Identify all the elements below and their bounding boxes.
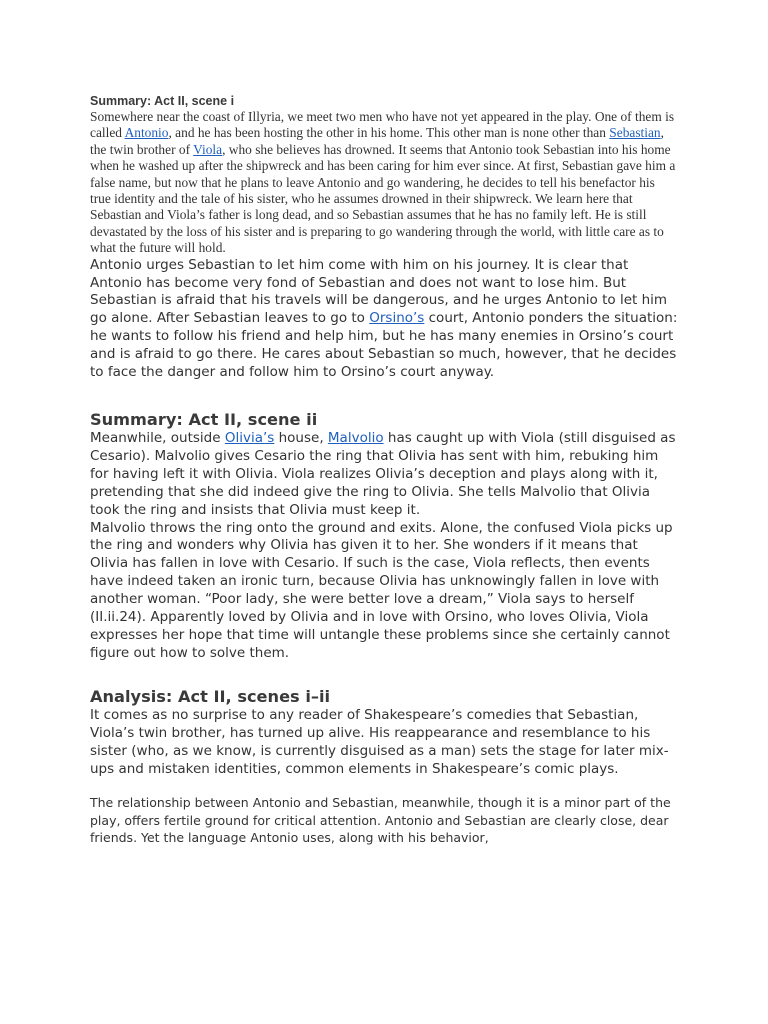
section-heading-analysis: Analysis: Act II, scenes i–ii [90,686,331,706]
section-spacer [90,663,678,687]
paragraph-text: Meanwhile, outside [90,430,225,446]
paragraph-text: has caught up with Viola (still disguised as Cesario). Malvolio gives Cesario the ring that Olivia has sent with him, rebuking him for having left it with Olivia. Viola realizes Olivia’s deception and plays along with it, pretending that she did indeed give the ring to Olivia. She tells Malvolio that Olivia took the ring and insists that Olivia must keep it. [90,430,676,518]
link-viola[interactable]: Viola [193,141,223,157]
paragraph-scene2-ring: Malvolio throws the ring onto the ground and exits. Alone, the confused Viola picks up the ring and wonders why Olivia has given it to her. She wonders if it means that Olivia has fallen in love with Cesario. If such is the case, Viola reflects, then events have indeed taken an ironic turn, because Olivia has unknowingly fallen in love with another woman. “Poor lady, she were better love a dream,” Viola says to herself (II.ii.24). Apparently loved by Olivia and in love with Orsino, who loves Olivia, Viola expresses her hope that time will untangle these problems since she certainly cannot figure out how to solve them. [90,519,673,661]
link-orsino[interactable]: Orsino’s [369,310,425,327]
paragraph-text: , and he has been hosting the other in his home. This other man is none other than [168,125,610,141]
paragraph-analysis-1: It comes as no surprise to any reader of Shakespeare’s comedies that Sebastian, Viola’s twin brother, has turned up alive. His reappearance and resemblance to his sister (who, as we know, is currently disguised as a man) sets the stage for later mix-ups and mistaken identities, common elements in Shakespeare’s comic plays. [90,706,669,777]
link-sebastian[interactable]: Sebastian [609,125,661,141]
paragraph-analysis-2: The relationship between Antonio and Sebastian, meanwhile, though it is a minor part of the play, offers fertile ground for critical attention. Antonio and Sebastian are clearly close, dear friends. Yet the language Antonio uses, along with his behavior, [90,795,671,846]
section-spacer [90,382,678,410]
paragraph-scene1-antonio [90,257,678,382]
paragraph-text: Somewhere near the coast of Illyria, we meet two men who have not yet appeared in the play. One of them is called [90,109,675,141]
paragraph-scene2-intro [90,430,678,520]
paragraph-scene1-intro [90,109,678,257]
section-heading-act2-scene1: Summary: Act II, scene i [90,94,235,108]
paragraph-text: Antonio urges Sebastian to let him come with him on his journey. It is clear that Antonio has become very fond of Sebastian and does not want to lose him. But Sebastian is afraid that his travels will be dangerous, and he urges Antonio to let him go alone. After Sebastian leaves to go to [90,256,668,327]
link-antonio[interactable]: Antonio [124,125,169,141]
paragraph-text: court, Antonio ponders the situation: he wants to follow his friend and help him, but he has many enemies in Orsino’s court and is afraid to go there. He cares about Sebastian so much, however, that he decides to face the danger and follow him to Orsino’s court anyway. [90,310,678,381]
section-heading-act2-scene2: Summary: Act II, scene ii [90,410,318,429]
paragraph-text: , the twin brother of [90,125,664,157]
paragraph-text: house, [274,430,328,446]
paragraph-text: , who she believes has drowned. It seems that Antonio took Sebastian into his home when he washed up after the shipwreck and has been caring for him ever since. At first, Sebastian gave him a false name, but now that he plans to leave Antonio and go wandering, he decides to tell his benefactor his true identity and the tale of his sister, who he assumes drowned in their shipwreck. We learn here that Sebastian and Viola’s father is long dead, and so Sebastian assumes that he has no family left. He is still devastated by the loss of his sister and is preparing to go wandering through the world, with little care as to what the future will hold. [90,141,676,256]
section-spacer [90,778,678,794]
link-malvolio[interactable]: Malvolio [327,430,384,446]
document-page [90,93,678,847]
link-olivia[interactable]: Olivia’s [224,430,275,446]
